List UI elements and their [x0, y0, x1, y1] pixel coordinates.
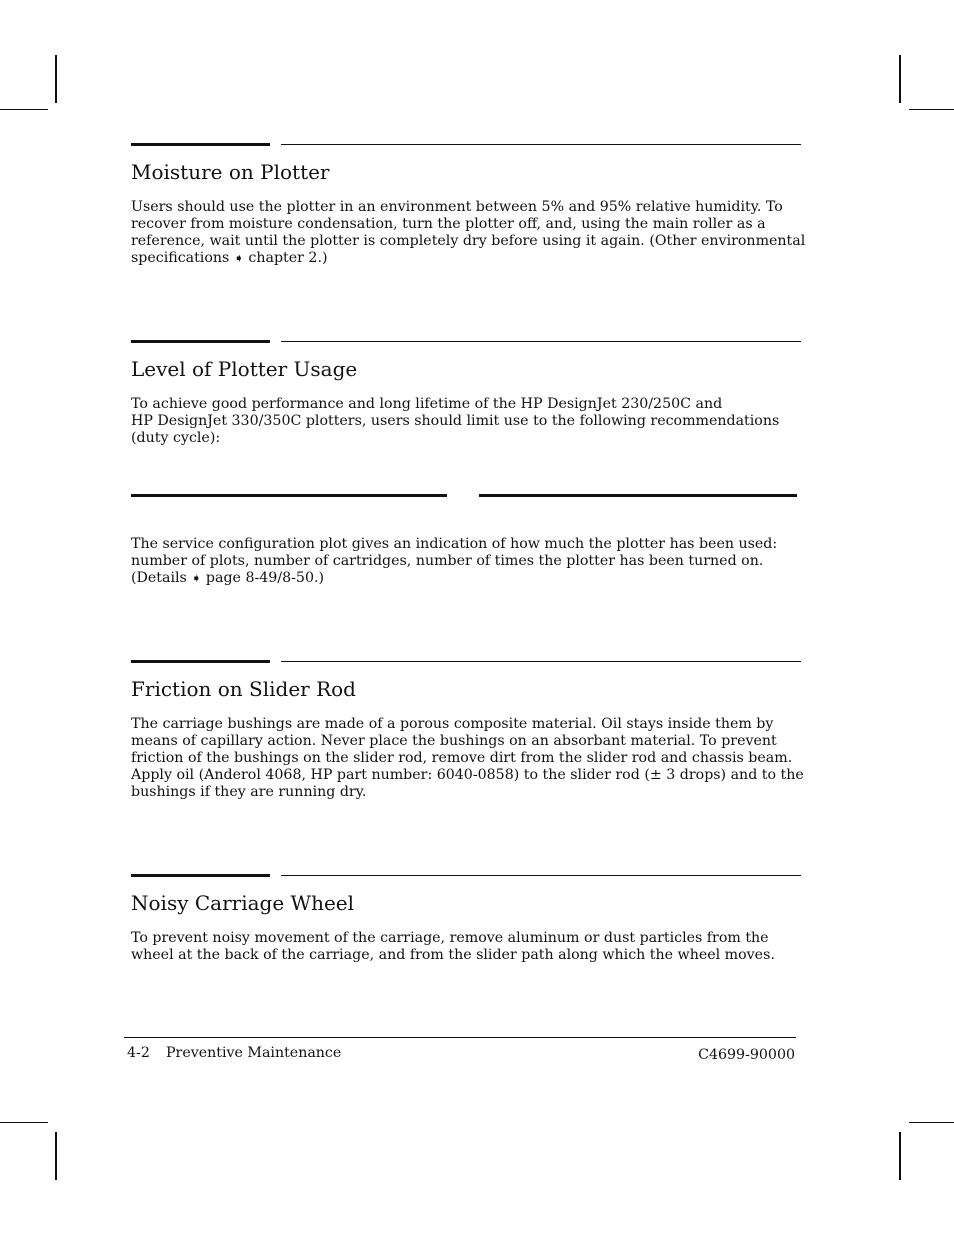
crop-mark-bottom-left-horizontal — [0, 1122, 48, 1123]
section-heading-usage: Level of Plotter Usage — [131, 357, 358, 381]
right-arrow-icon: ➧ — [233, 251, 244, 265]
paragraph-line: reference, wait until the plotter is completely dry before using it again. (Other environmental — [131, 233, 806, 249]
paragraph-line: The service configuration plot gives an indication of how much the plotter has been used: — [131, 536, 778, 552]
service-config-paragraph — [131, 536, 777, 587]
section-rule-thin — [281, 341, 801, 342]
section-heading-moisture: Moisture on Plotter — [131, 160, 330, 184]
section-rule-thin — [281, 661, 801, 662]
paragraph-line: friction of the bushings on the slider rod, remove dirt from the slider rod and chassis beam. — [131, 750, 793, 766]
footer-page-number: 4-2 — [127, 1045, 150, 1061]
section-rule-thick — [131, 340, 270, 343]
right-arrow-icon: ➧ — [191, 571, 202, 585]
crop-mark-bottom-right-horizontal — [909, 1122, 954, 1123]
crop-mark-top-left-horizontal — [0, 109, 48, 110]
reference-target: page 8-49/8-50.) — [205, 570, 325, 586]
crop-mark-top-right-horizontal — [909, 109, 954, 110]
paragraph-line: recover from moisture condensation, turn the plotter off, and, using the main roller as a — [131, 216, 766, 232]
reference-target: chapter 2.) — [248, 250, 328, 266]
footer-rule — [124, 1037, 796, 1038]
paragraph-line: means of capillary action. Never place the bushings on an absorbant material. To prevent — [131, 733, 777, 749]
friction-paragraph — [131, 716, 804, 801]
paragraph-line — [131, 250, 805, 267]
crop-mark-bottom-left-vertical — [55, 1132, 57, 1180]
duty-cycle-rule-left — [131, 494, 447, 497]
section-heading-noisy-wheel: Noisy Carriage Wheel — [131, 891, 355, 915]
section-rule-thin — [281, 875, 801, 876]
paragraph-line — [131, 570, 777, 587]
section-heading-friction: Friction on Slider Rod — [131, 677, 356, 701]
usage-paragraph — [131, 396, 779, 447]
noisy-wheel-paragraph — [131, 930, 775, 964]
paragraph-line: number of plots, number of cartridges, number of times the plotter has been turned on. — [131, 553, 764, 569]
paragraph-line: wheel at the back of the carriage, and from the slider path along which the wheel moves. — [131, 947, 775, 963]
crop-mark-top-left-vertical — [55, 55, 57, 103]
paragraph-line: (duty cycle): — [131, 430, 221, 446]
footer-doc-number: C4699-90000 — [698, 1047, 795, 1063]
reference-text: specifications — [131, 250, 230, 266]
paragraph-line: To prevent noisy movement of the carriage, remove aluminum or dust particles from the — [131, 930, 769, 946]
duty-cycle-rule-right — [479, 494, 797, 497]
paragraph-line: HP DesignJet 330/350C plotters, users should limit use to the following recommendations — [131, 413, 780, 429]
section-rule-thick — [131, 874, 270, 877]
footer-chapter-title: Preventive Maintenance — [166, 1045, 342, 1061]
crop-mark-top-right-vertical — [899, 55, 901, 103]
crop-mark-bottom-right-vertical — [899, 1132, 901, 1180]
paragraph-line: bushings if they are running dry. — [131, 784, 367, 800]
section-rule-thick — [131, 143, 270, 146]
paragraph-line: The carriage bushings are made of a porous composite material. Oil stays inside them by — [131, 716, 774, 732]
section-rule-thin — [281, 144, 801, 145]
paragraph-line: To achieve good performance and long lifetime of the HP DesignJet 230/250C and — [131, 396, 723, 412]
section-rule-thick — [131, 660, 270, 663]
reference-text: (Details — [131, 570, 187, 586]
moisture-paragraph — [131, 199, 805, 267]
paragraph-line: Apply oil (Anderol 4068, HP part number: 6040-0858) to the slider rod (± 3 drops) and to the — [131, 767, 804, 783]
paragraph-line: Users should use the plotter in an environment between 5% and 95% relative humidity. To — [131, 199, 783, 215]
